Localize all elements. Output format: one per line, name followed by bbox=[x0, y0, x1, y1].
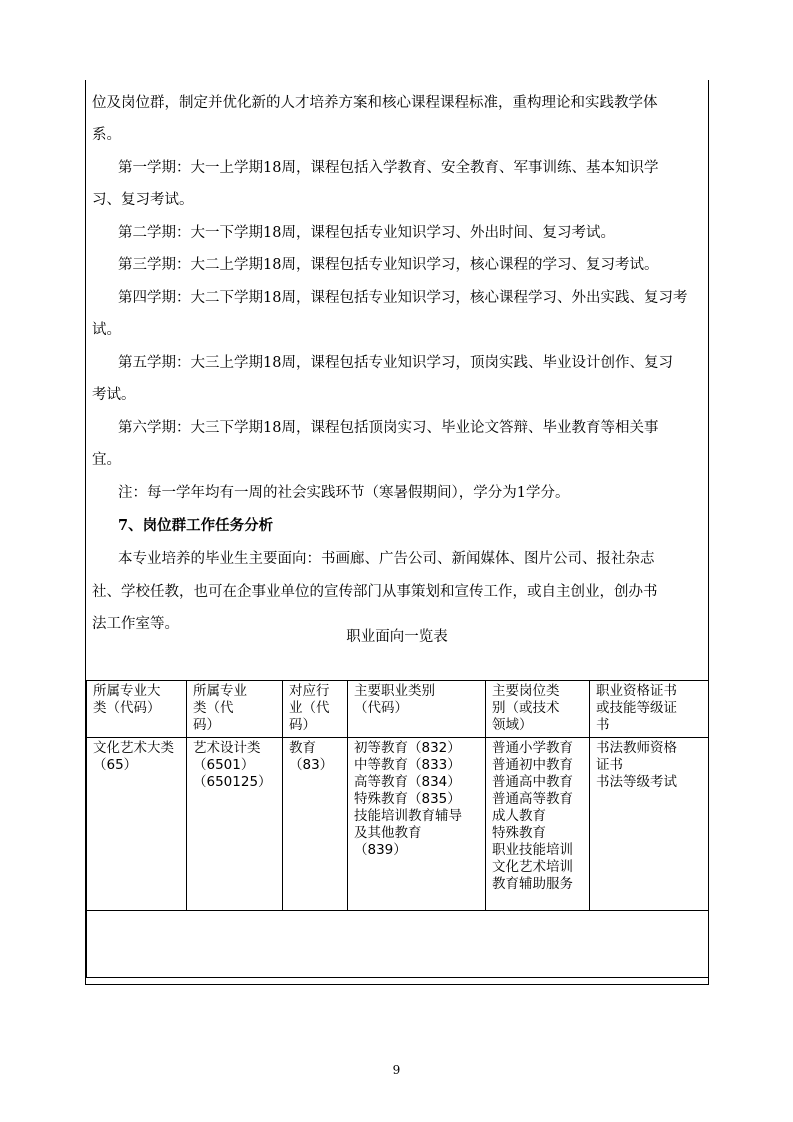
header-cell-text: 所属专业大 bbox=[93, 683, 161, 699]
section-heading: 7、岗位群工作任务分析 bbox=[118, 517, 274, 534]
data-cell bbox=[348, 738, 486, 911]
semester-4-line: 试。 bbox=[92, 322, 121, 338]
header-cell-text: 领域） bbox=[492, 717, 533, 733]
header-cell-text: 主要岗位类 bbox=[492, 683, 560, 699]
data-cell-text: 普通小学教育 bbox=[492, 740, 573, 756]
data-cell-text: （650125） bbox=[193, 774, 272, 790]
data-cell bbox=[283, 738, 348, 911]
data-cell-text: 特殊教育（835） bbox=[354, 791, 461, 807]
data-cell bbox=[87, 738, 187, 911]
header-cell-text: （代码） bbox=[354, 700, 408, 716]
semester-3-line: 第三学期：大二上学期18周，课程包括专业知识学习，核心课程的学习、复习考试。 bbox=[118, 257, 659, 273]
header-cell-text: 码） bbox=[289, 717, 316, 733]
data-cell-text: （839） bbox=[354, 842, 407, 858]
header-cell-text: 类（代 bbox=[193, 700, 234, 716]
data-cell-text: 特殊教育 bbox=[492, 825, 546, 841]
header-cell bbox=[486, 681, 590, 738]
header-cell bbox=[187, 681, 283, 738]
data-cell-text: 证书 bbox=[596, 757, 623, 773]
document-frame bbox=[85, 80, 709, 985]
data-cell-text: 初等教育（832） bbox=[354, 740, 461, 756]
data-cell-text: 文化艺术培训 bbox=[492, 859, 573, 875]
header-cell bbox=[283, 681, 348, 738]
data-cell-text: 及其他教育 bbox=[354, 825, 422, 841]
semester-1-line: 习、复习考试。 bbox=[92, 192, 194, 208]
paragraph-line: 系。 bbox=[92, 127, 121, 143]
header-cell-text: 业（代 bbox=[289, 700, 330, 716]
semester-5-line: 第五学期：大三上学期18周，课程包括专业知识学习，顶岗实践、毕业设计创作、复习 bbox=[118, 355, 673, 371]
header-cell-text: 对应行 bbox=[289, 683, 330, 699]
data-cell-text: 书法教师资格 bbox=[596, 740, 677, 756]
data-cell-text: 中等教育（833） bbox=[354, 757, 461, 773]
header-cell-text: 书 bbox=[596, 717, 610, 733]
occupation-table bbox=[86, 680, 709, 978]
data-cell-text: 普通高等教育 bbox=[492, 791, 573, 807]
data-cell-text: （65） bbox=[93, 757, 138, 773]
table-empty-row bbox=[87, 911, 709, 978]
data-cell-text: 技能培训教育辅导 bbox=[354, 808, 462, 824]
data-cell-text: 普通初中教育 bbox=[492, 757, 573, 773]
header-cell-text: 或技能等级证 bbox=[596, 700, 677, 716]
page-number: 9 bbox=[392, 1063, 401, 1077]
table-row bbox=[87, 738, 709, 911]
data-cell-text: 普通高中教育 bbox=[492, 774, 573, 790]
header-cell-text: 主要职业类别 bbox=[354, 683, 435, 699]
header-cell bbox=[348, 681, 486, 738]
data-cell-text: （83） bbox=[289, 757, 334, 773]
table-caption: 职业面向一览表 bbox=[346, 629, 448, 645]
empty-cell bbox=[87, 911, 709, 978]
header-cell-text: 别（或技术 bbox=[492, 700, 560, 716]
data-cell-text: 艺术设计类 bbox=[193, 740, 261, 756]
semester-5-line: 考试。 bbox=[92, 387, 136, 403]
data-cell bbox=[187, 738, 283, 911]
data-cell-text: 成人教育 bbox=[492, 808, 546, 824]
header-cell bbox=[590, 681, 709, 738]
semester-6-line: 第六学期：大三下学期18周，课程包括顶岗实习、毕业论文答辩、毕业教育等相关事 bbox=[118, 420, 659, 436]
semester-2-line: 第二学期：大一下学期18周，课程包括专业知识学习、外出时间、复习考试。 bbox=[118, 225, 615, 241]
paragraph-line: 位及岗位群，制定并优化新的人才培养方案和核心课程课程标准，重构理论和实践教学体 bbox=[92, 95, 658, 111]
header-cell-text: 类（代码） bbox=[93, 700, 161, 716]
semester-4-line: 第四学期：大二下学期18周，课程包括专业知识学习，核心课程学习、外出实践、复习考 bbox=[118, 290, 688, 306]
header-cell-text: 码） bbox=[193, 717, 220, 733]
graduate-line: 法工作室等。 bbox=[92, 616, 179, 632]
header-cell-text: 所属专业 bbox=[193, 683, 247, 699]
data-cell-text: 文化艺术大类 bbox=[93, 740, 174, 756]
table-header-row bbox=[87, 681, 709, 738]
semester-1-line: 第一学期：大一上学期18周，课程包括入学教育、安全教育、军事训练、基本知识学 bbox=[118, 160, 659, 176]
data-cell-text: 职业技能培训 bbox=[492, 842, 573, 858]
data-cell bbox=[590, 738, 709, 911]
note-line: 注：每一学年均有一周的社会实践环节（寒暑假期间），学分为1学分。 bbox=[118, 485, 570, 501]
data-cell-text: 高等教育（834） bbox=[354, 774, 461, 790]
graduate-line: 本专业培养的毕业生主要面向：书画廊、广告公司、新闻媒体、图片公司、报社杂志 bbox=[118, 551, 655, 567]
data-cell-text: （6501） bbox=[193, 757, 255, 773]
header-cell bbox=[87, 681, 187, 738]
semester-6-line: 宜。 bbox=[92, 452, 121, 468]
header-cell-text: 职业资格证书 bbox=[596, 683, 677, 699]
data-cell-text: 教育 bbox=[289, 740, 316, 756]
graduate-line: 社、学校任教，也可在企事业单位的宣传部门从事策划和宣传工作，或自主创业，创办书 bbox=[92, 584, 658, 600]
data-cell-text: 书法等级考试 bbox=[596, 774, 677, 790]
data-cell-text: 教育辅助服务 bbox=[492, 876, 573, 892]
data-cell bbox=[486, 738, 590, 911]
